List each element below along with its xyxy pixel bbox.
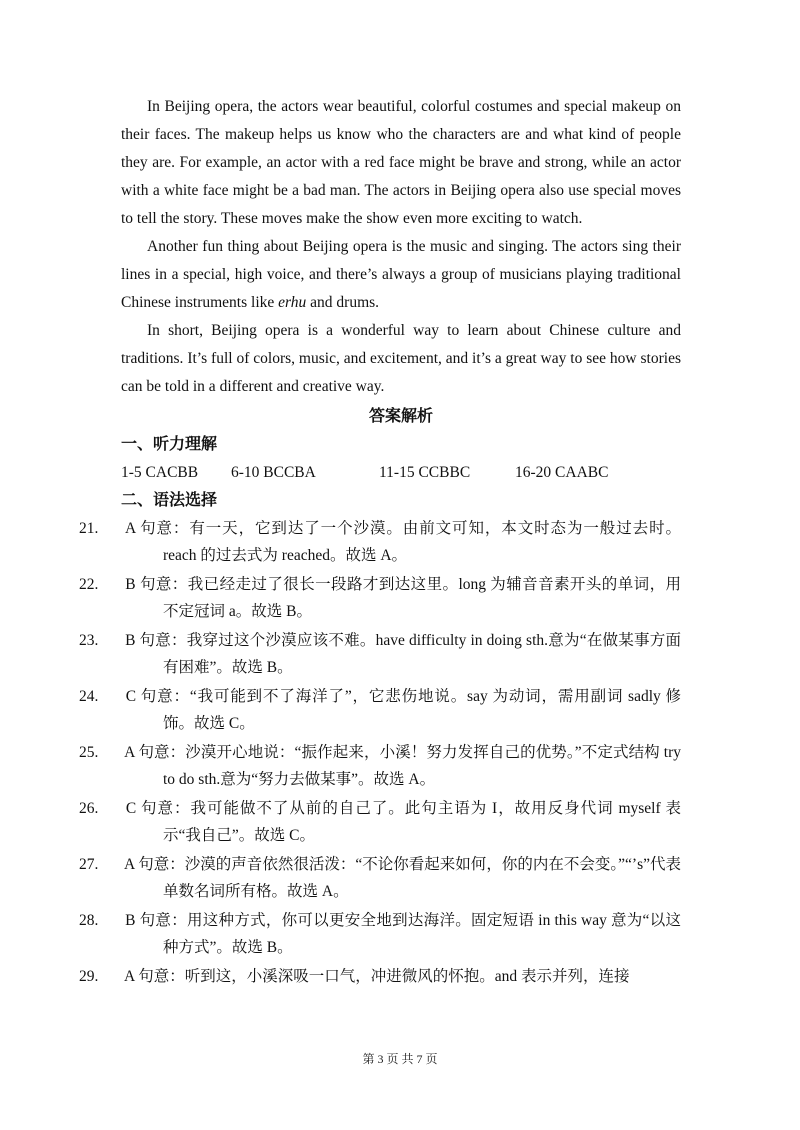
paragraph-2-text: Another fun thing about Beijing opera is the music and singing. The actors sing their lines in a special, high voice, and there’s always a group of musicians playing traditional Chinese instruments like	[121, 238, 681, 311]
answer-item-27: 27. A 句意：沙漠的声音依然很活泼：“不论你看起来如何，你的内在不会变。”“’s”代表单数名词所有格。故选 A。	[79, 856, 681, 900]
item-explanation: A 句意：有一天，它到达了一个沙漠。由前文可知，本文时态为一般过去时。reach 的过去式为 reached。故选 A。	[121, 520, 681, 564]
item-explanation: B 句意：用这种方式，你可以更安全地到达海洋。固定短语 in this way 意为“以这种方式”。故选 B。	[121, 912, 681, 956]
passage-paragraph-2	[121, 233, 681, 317]
answer-group-4: 16-20 CAABC	[515, 464, 609, 481]
passage-paragraph-3: In short, Beijing opera is a wonderful way to learn about Chinese culture and traditions. It’s full of colors, music, and excitement, and it’s a great way to see how stories can be told in a different and creative way.	[121, 322, 681, 395]
item-explanation: A 句意：沙漠的声音依然很活泼：“不论你看起来如何，你的内在不会变。”“’s”代表单数名词所有格。故选 A。	[121, 856, 681, 900]
listening-answers	[121, 459, 681, 487]
answer-item-25: 25. A 句意：沙漠开心地说：“振作起来，小溪！努力发挥自己的优势。”不定式结构 try to do sth.意为“努力去做某事”。故选 A。	[79, 744, 681, 788]
item-explanation: A 句意：听到这，小溪深吸一口气，冲进微风的怀抱。and 表示并列，连接	[121, 968, 630, 985]
answer-item-28: 28. B 句意：用这种方式，你可以更安全地到达海洋。固定短语 in this way 意为“以这种方式”。故选 B。	[79, 912, 681, 956]
item-explanation: B 句意：我穿过这个沙漠应该不难。have difficulty in doing sth.意为“在做某事方面有困难”。故选 B。	[121, 632, 681, 676]
page-footer: 第 3 页 共 7 页	[362, 1052, 438, 1066]
answer-group-1: 1-5 CACBB	[121, 464, 199, 481]
answer-item-24: 24. C 句意：“我可能到不了海洋了”，它悲伤地说。say 为动词，需用副词 sadly 修饰。故选 C。	[79, 688, 681, 732]
passage-paragraph-1: In Beijing opera, the actors wear beautiful, colorful costumes and special makeup on their faces. The makeup helps us know who the characters are and what kind of people they are. For example, an actor with a red face might be brave and strong, while an actor with a white face might be a bad man. The actors in Beijing opera also use special moves to tell the story. These moves make the show even more exciting to watch.	[121, 98, 681, 227]
paragraph-2-tail: and drums.	[306, 294, 380, 311]
paragraph-2-italic-term: erhu	[278, 294, 307, 311]
answer-item-29: 29. A 句意：听到这，小溪深吸一口气，冲进微风的怀抱。and 表示并列，连接	[79, 968, 630, 985]
answer-group-2: 6-10 BCCBA	[231, 464, 316, 481]
answer-group-3: 11-15 CCBBC	[379, 464, 471, 481]
answer-item-26: 26. C 句意：我可能做不了从前的自己了。此句主语为 I，故用反身代词 myself 表示“我自己”。故选 C。	[79, 800, 681, 844]
item-explanation: B 句意：我已经走过了很长一段路才到达这里。long 为辅音音素开头的单词，用不定冠词 a。故选 B。	[121, 576, 681, 620]
answer-item-21: 21. A 句意：有一天，它到达了一个沙漠。由前文可知，本文时态为一般过去时。reach 的过去式为 reached。故选 A。	[79, 520, 681, 564]
item-explanation: C 句意：我可能做不了从前的自己了。此句主语为 I，故用反身代词 myself 表示“我自己”。故选 C。	[121, 800, 681, 844]
item-explanation: A 句意：沙漠开心地说：“振作起来，小溪！努力发挥自己的优势。”不定式结构 try to do sth.意为“努力去做某事”。故选 A。	[121, 744, 681, 788]
answer-item-23: 23. B 句意：我穿过这个沙漠应该不难。have difficulty in doing sth.意为“在做某事方面有困难”。故选 B。	[79, 632, 681, 676]
page-content	[79, 93, 681, 992]
item-explanation: C 句意：“我可能到不了海洋了”，它悲伤地说。say 为动词，需用副词 sadly 修饰。故选 C。	[121, 688, 681, 732]
section-1-heading: 一、听力理解	[121, 436, 218, 453]
section-2-heading: 二、语法选择	[121, 492, 218, 509]
answer-item-22: 22. B 句意：我已经走过了很长一段路才到达这里。long 为辅音音素开头的单词，用不定冠词 a。故选 B。	[79, 576, 681, 620]
answer-title: 答案解析	[368, 408, 433, 425]
